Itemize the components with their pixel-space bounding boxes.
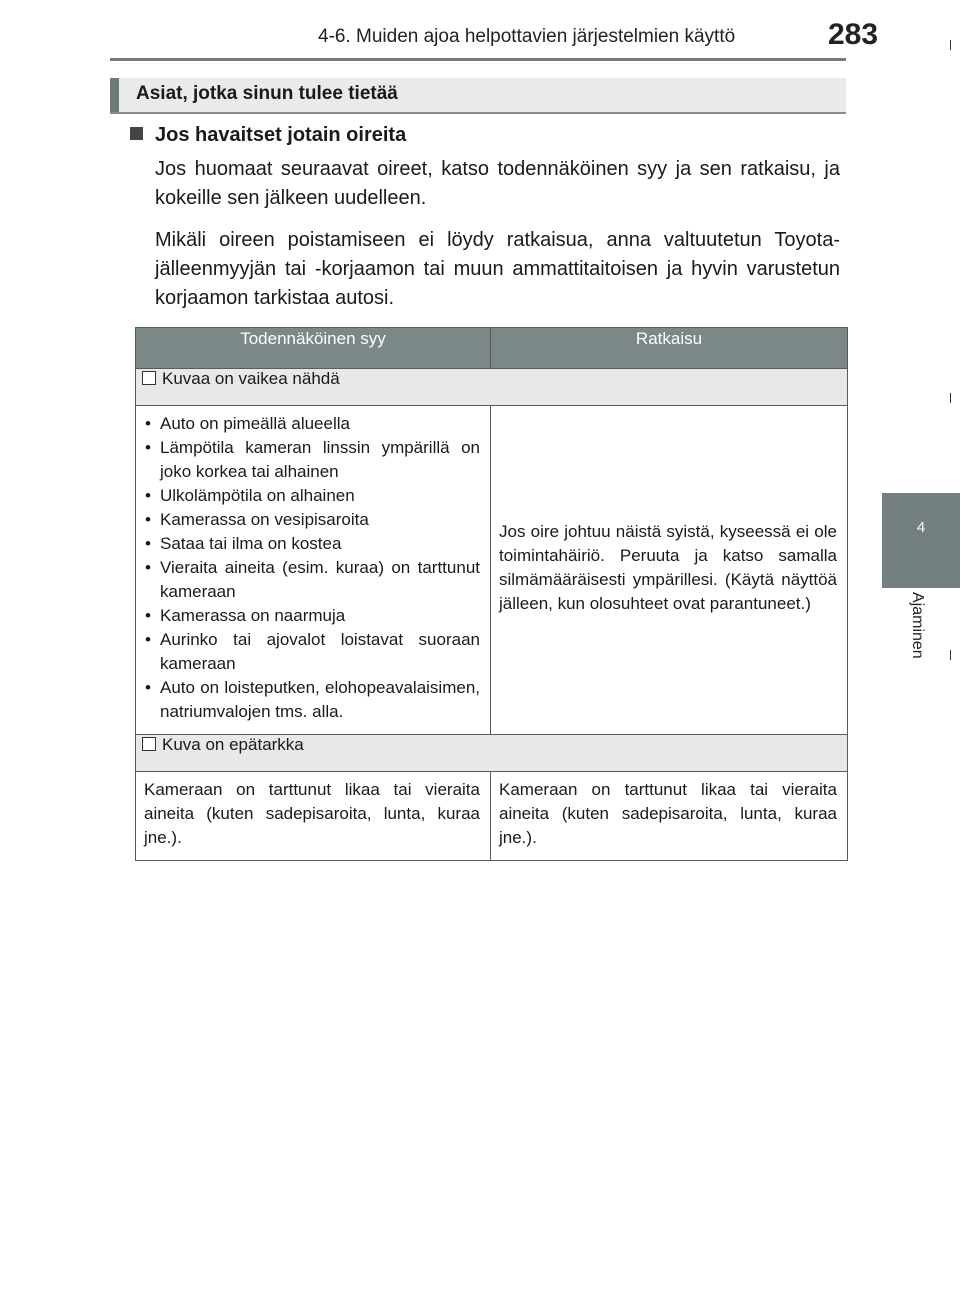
list-item: • Sataa tai ilma on kostea: [144, 532, 480, 556]
symptom-row: [136, 369, 848, 406]
subheading: [130, 124, 406, 147]
solution-cell: Kameraan on tarttunut likaa tai vieraita aineita (kuten sadepisaroita, lunta, kuraa jne.).: [491, 772, 848, 861]
list-item: • Aurinko tai ajovalot loistavat suoraan kameraan: [144, 628, 480, 676]
list-item: • Auto on pimeällä alueella: [144, 412, 480, 436]
symptom-cell: [136, 369, 848, 406]
symptom-table: [135, 327, 848, 861]
running-header-title: 4-6. Muiden ajoa helpottavien järjestelmien käyttö: [318, 26, 736, 47]
chapter-label: Ajaminen: [909, 592, 926, 659]
symptom-row: [136, 735, 848, 772]
advice-paragraph: Mikäli oireen poistamiseen ei löydy ratkaisua, anna valtuutetun Toyota-jälleenmyyjän tai -korjaamon tai muun ammattitaitoisen ja hyvin varustetun korjaamon tarkistaa autosi.: [155, 229, 840, 309]
list-item: • Vieraita aineita (esim. kuraa) on tarttunut kameraan: [144, 556, 480, 604]
intro-paragraph: Jos huomaat seuraavat oireet, katso todennäköinen syy ja sen ratkaisu, ja kokeille sen jälkeen uudelleen.: [155, 158, 840, 209]
header-solution: Ratkaisu: [491, 328, 848, 369]
table-header-row: [136, 328, 848, 369]
symptom-label: Kuva on epätarkka: [162, 735, 304, 754]
list-item: • Lämpötila kameran linssin ympärillä on joko korkea tai alhainen: [144, 436, 480, 484]
cause-cell: [136, 406, 491, 735]
cause-cell: Kameraan on tarttunut likaa tai vieraita aineita (kuten sadepisaroita, lunta, kuraa jne.).: [136, 772, 491, 861]
checkbox-icon: [142, 737, 156, 751]
crop-mark: [950, 393, 951, 403]
section-underline: [110, 112, 846, 114]
crop-mark: [950, 40, 951, 50]
solution-cell: Jos oire johtuu näistä syistä, kyseessä ei ole toimintahäiriö. Peruuta ja katso samalla silmämääräisesti ympärillesi. (Käytä näyttöä jälleen, kun olosuhteet ovat parantuneet.): [491, 406, 848, 735]
page-number: 283: [828, 18, 879, 51]
crop-mark: [950, 650, 951, 660]
cause-list: [144, 412, 480, 724]
subheading-text: Jos havaitset jotain oireita: [155, 124, 407, 146]
header-rule: [110, 58, 846, 61]
table-row: [136, 406, 848, 735]
section-title: Asiat, jotka sinun tulee tietää: [136, 83, 398, 104]
square-bullet-icon: [130, 127, 143, 140]
list-item: • Auto on loisteputken, elohopeavalaisimen, natriumvalojen tms. alla.: [144, 676, 480, 724]
chapter-number: 4: [916, 519, 926, 536]
list-item: • Kamerassa on vesipisaroita: [144, 508, 480, 532]
table-row: [136, 772, 848, 861]
list-item: • Ulkolämpötila on alhainen: [144, 484, 480, 508]
section-heading-box: [110, 78, 846, 112]
header-cause: Todennäköinen syy: [136, 328, 491, 369]
symptom-label: Kuvaa on vaikea nähdä: [162, 369, 340, 388]
chapter-tab: [882, 493, 960, 588]
checkbox-icon: [142, 371, 156, 385]
list-item: • Kamerassa on naarmuja: [144, 604, 480, 628]
symptom-cell: [136, 735, 848, 772]
